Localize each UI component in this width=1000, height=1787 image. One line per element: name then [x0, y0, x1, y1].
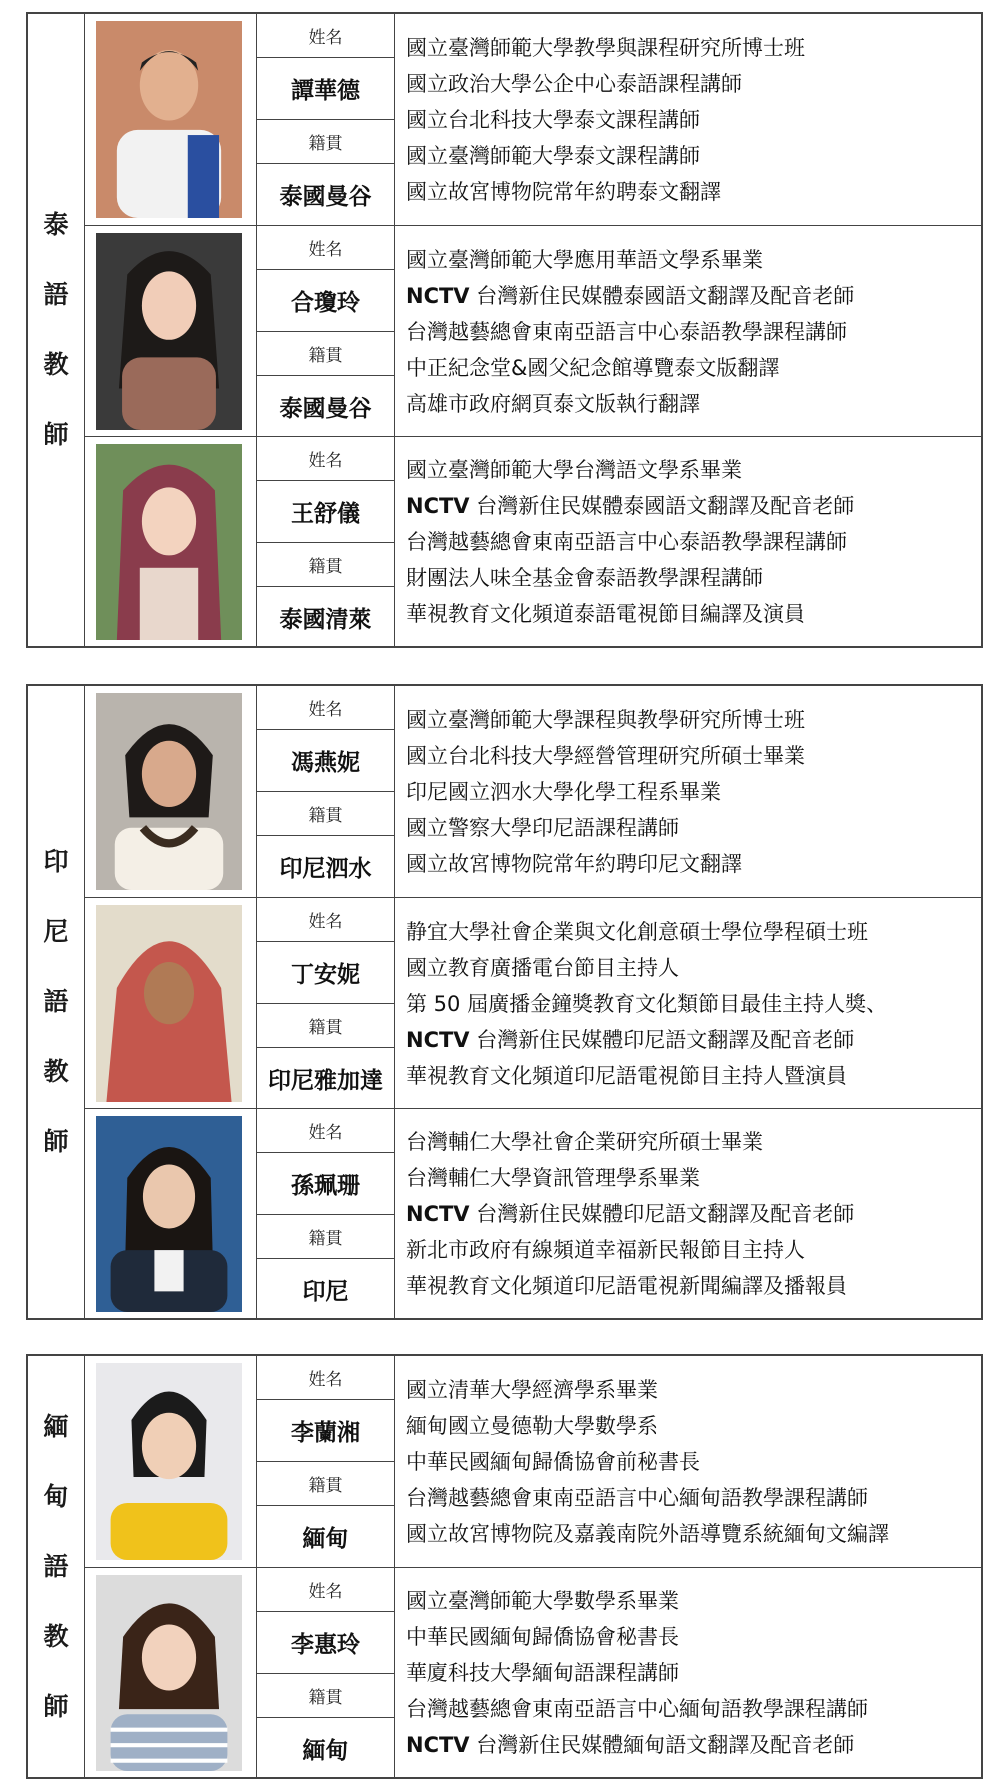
teacher-info: [256, 898, 395, 1109]
category-char: 教: [43, 350, 69, 379]
section-thai: [26, 12, 983, 648]
qualification: 台灣越藝總會東南亞語言中心緬甸語教學課程講師: [406, 1697, 868, 1721]
teacher-name: 譚華德: [257, 58, 394, 120]
category-char: 尼: [43, 917, 69, 946]
category-char: 語: [43, 1551, 69, 1581]
qualifications: [406, 1568, 971, 1778]
teacher-origin: 泰國曼谷: [279, 184, 372, 210]
category-char: 師: [43, 420, 69, 449]
category-char: 師: [43, 1127, 69, 1156]
teacher-name: 丁安妮: [257, 942, 394, 1004]
teacher-photo: [96, 233, 242, 430]
teacher-photo: [96, 444, 242, 640]
teacher-name: 李蘭湘: [257, 1400, 394, 1462]
teacher-info: [256, 14, 395, 225]
qualifications: [406, 437, 971, 647]
category-char: 教: [43, 1621, 69, 1651]
qualification: NCTV 台灣新住民媒體緬甸語文翻譯及配音老師: [406, 1733, 855, 1757]
category-char: 泰: [43, 210, 69, 239]
origin-label: 籍貫: [257, 1674, 394, 1718]
qualification: 印尼國立泗水大學化學工程系畢業: [406, 779, 721, 804]
qualification: 國立台北科技大學泰文課程講師: [406, 107, 700, 132]
teacher-origin: 泰國曼谷: [279, 396, 372, 422]
qualification: NCTV 台灣新住民媒體泰國語文翻譯及配音老師: [406, 283, 855, 308]
name-label: 姓名: [257, 898, 394, 942]
teacher-info: [256, 1356, 395, 1567]
teacher-photo: [96, 1575, 242, 1771]
qualification: 國立警察大學印尼語課程講師: [406, 815, 679, 840]
qualification: 國立臺灣師範大學應用華語文學系畢業: [406, 247, 763, 272]
category-char: 師: [43, 1691, 69, 1721]
qualifications: [406, 1356, 971, 1567]
teacher-row: [84, 897, 981, 1109]
qualification: NCTV 台灣新住民媒體泰國語文翻譯及配音老師: [406, 494, 855, 518]
qualification: 國立臺灣師範大學泰文課程講師: [406, 143, 700, 168]
qualification: 華視教育文化頻道印尼語電視新聞編譯及播報員: [406, 1274, 847, 1298]
teacher-origin: 印尼雅加達: [268, 1068, 383, 1094]
category-char: 甸: [43, 1481, 69, 1511]
teacher-origin: 緬甸: [302, 1526, 349, 1552]
qualification: 國立教育廣播電台節目主持人: [406, 955, 679, 980]
qualification: 國立台北科技大學經營管理研究所碩士畢業: [406, 743, 805, 768]
teacher-photo: [96, 1116, 242, 1312]
teacher-info: [256, 686, 395, 897]
category-char: 印: [43, 847, 69, 876]
qualification: 台灣越藝總會東南亞語言中心泰語教學課程講師: [406, 319, 847, 344]
category-char: 教: [43, 1057, 69, 1086]
qualifications: [406, 898, 971, 1109]
qualification: NCTV 台灣新住民媒體印尼語文翻譯及配音老師: [406, 1027, 855, 1052]
qualification: 國立故宮博物院及嘉義南院外語導覽系統緬甸文編譯: [406, 1521, 889, 1546]
qualification: 國立臺灣師範大學課程與教學研究所博士班: [406, 707, 805, 732]
qualification: 台灣越藝總會東南亞語言中心泰語教學課程講師: [406, 530, 847, 554]
section-burmese: [26, 1354, 983, 1779]
name-label: 姓名: [257, 14, 394, 58]
qualification: 國立臺灣師範大學數學系畢業: [406, 1589, 679, 1613]
name-label: 姓名: [257, 1568, 394, 1612]
teacher-row: [84, 436, 981, 647]
name-label: 姓名: [257, 1356, 394, 1400]
teacher-info: [256, 437, 395, 647]
qualification: 華廈科技大學緬甸語課程講師: [406, 1661, 679, 1685]
name-label: 姓名: [257, 437, 394, 481]
qualification: 新北市政府有線頻道幸福新民報節目主持人: [406, 1238, 805, 1262]
origin-label: 籍貫: [257, 1215, 394, 1259]
name-label: 姓名: [257, 226, 394, 270]
teacher-origin: 緬甸: [302, 1737, 349, 1764]
qualification: 國立清華大學經濟學系畢業: [406, 1377, 658, 1402]
category-char: 語: [43, 280, 69, 309]
teacher-info: [256, 1109, 395, 1319]
category-label: [28, 14, 85, 646]
name-label: 姓名: [257, 686, 394, 730]
teacher-name: 王舒儀: [257, 481, 394, 543]
name-label: 姓名: [257, 1109, 394, 1153]
qualification: 台灣越藝總會東南亞語言中心緬甸語教學課程講師: [406, 1485, 868, 1510]
teacher-origin: 印尼泗水: [279, 856, 372, 882]
teacher-origin: 泰國清萊: [279, 606, 372, 633]
qualification: 高雄市政府網頁泰文版執行翻譯: [406, 391, 700, 416]
section-indonesian: [26, 684, 983, 1320]
teacher-photo: [96, 1363, 242, 1560]
teacher-row: [84, 1356, 981, 1567]
teacher-photo: [96, 21, 242, 218]
origin-label: 籍貫: [257, 792, 394, 836]
qualifications: [406, 1109, 971, 1319]
qualification: 華視教育文化頻道印尼語電視節目主持人暨演員: [406, 1063, 847, 1088]
teacher-photo: [96, 905, 242, 1102]
qualifications: [406, 14, 971, 225]
qualification: 國立政治大學公企中心泰語課程講師: [406, 71, 742, 96]
teacher-name: 李惠玲: [257, 1612, 394, 1674]
qualification: 中華民國緬甸歸僑協會前秘書長: [406, 1449, 700, 1474]
teacher-name: 馮燕妮: [257, 730, 394, 792]
teacher-row: [84, 1108, 981, 1319]
qualification: 台灣輔仁大學資訊管理學系畢業: [406, 1166, 700, 1190]
teacher-row: [84, 225, 981, 437]
qualifications: [406, 226, 971, 437]
qualification: 台灣輔仁大學社會企業研究所碩士畢業: [406, 1130, 763, 1154]
category-label: [28, 1356, 85, 1777]
qualification: 國立臺灣師範大學台灣語文學系畢業: [406, 458, 742, 482]
qualification: 緬甸國立曼德勒大學數學系: [406, 1413, 658, 1438]
origin-label: 籍貫: [257, 1462, 394, 1506]
teacher-photo: [96, 693, 242, 890]
category-char: 語: [43, 987, 69, 1016]
qualification: 華視教育文化頻道泰語電視節目編譯及演員: [406, 602, 805, 626]
teacher-info: [256, 1568, 395, 1778]
teacher-name: 合瓊玲: [257, 270, 394, 332]
category-label: [28, 686, 85, 1318]
teacher-origin: 印尼: [302, 1278, 349, 1305]
category-char: 緬: [43, 1411, 69, 1441]
origin-label: 籍貫: [257, 120, 394, 164]
qualification: 中華民國緬甸歸僑協會秘書長: [406, 1625, 679, 1649]
qualification: 静宜大學社會企業與文化創意碩士學位學程碩士班: [406, 919, 868, 944]
origin-label: 籍貫: [257, 1004, 394, 1048]
origin-label: 籍貫: [257, 543, 394, 587]
teacher-row: [84, 1567, 981, 1778]
teacher-info: [256, 226, 395, 437]
qualification: 財團法人味全基金會泰語教學課程講師: [406, 566, 763, 590]
qualification: 國立故宮博物院常年約聘泰文翻譯: [406, 179, 721, 204]
qualification: 第 50 屆廣播金鐘獎教育文化類節目最佳主持人獎、: [406, 991, 888, 1016]
teacher-name: 孫珮珊: [257, 1153, 394, 1215]
origin-label: 籍貫: [257, 332, 394, 376]
qualification: 國立故宮博物院常年約聘印尼文翻譯: [406, 851, 742, 876]
qualifications: [406, 686, 971, 897]
qualification: NCTV 台灣新住民媒體印尼語文翻譯及配音老師: [406, 1202, 855, 1226]
qualification: 中正紀念堂&國父紀念館導覽泰文版翻譯: [406, 355, 780, 380]
qualification: 國立臺灣師範大學教學與課程研究所博士班: [406, 35, 805, 60]
teacher-row: [84, 686, 981, 897]
teacher-row: [84, 14, 981, 225]
